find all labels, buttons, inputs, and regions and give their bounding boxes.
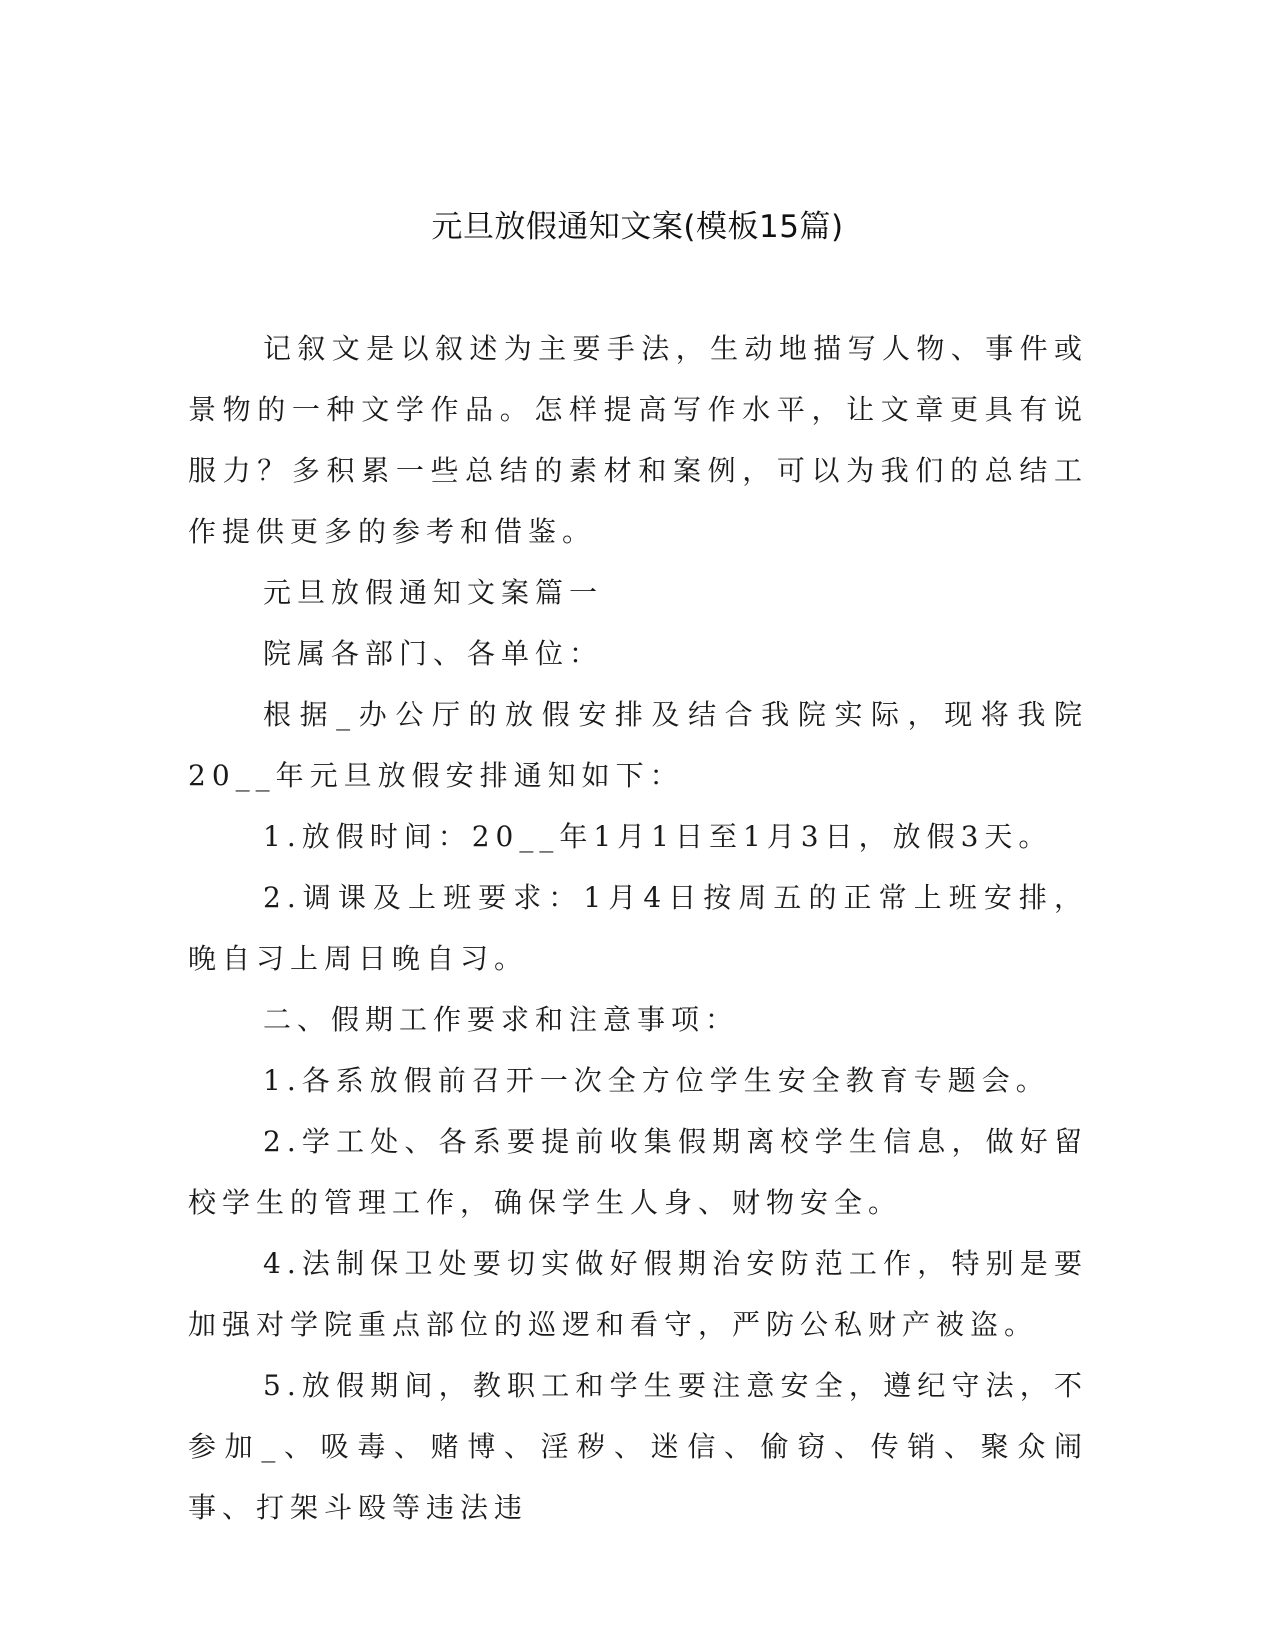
paragraph-section-heading: 元旦放假通知文案篇一 [263, 576, 604, 609]
paragraph-requirement-4: 4.法制保卫处要切实做好假期治安防范工作，特别是要加强对学院重点部位的巡逻和看守，严防公私财产被盗。 [188, 1247, 1088, 1341]
paragraph-salutation: 院属各部门、各单位： [263, 637, 604, 670]
document-body [188, 318, 1088, 1538]
paragraph-requirements-heading: 二、假期工作要求和注意事项： [263, 1003, 740, 1036]
document-title: 元旦放假通知文案(模板15篇) [431, 209, 844, 245]
paragraph-notice-intro: 根据_办公厅的放假安排及结合我院实际，现将我院20__年元旦放假安排通知如下： [188, 698, 1088, 792]
paragraph-intro: 记叙文是以叙述为主要手法，生动地描写人物、事件或景物的一种文学作品。怎样提高写作水平，让文章更具有说服力？多积累一些总结的素材和案例，可以为我们的总结工作提供更多的参考和借鉴。 [188, 332, 1088, 548]
paragraph-work-schedule: 2.调课及上班要求：1月4日按周五的正常上班安排，晚自习上周日晚自习。 [188, 881, 1088, 975]
paragraph-holiday-time: 1.放假时间：20__年1月1日至1月3日，放假3天。 [263, 820, 1053, 853]
paragraph-requirement-5: 5.放假期间，教职工和学生要注意安全，遵纪守法，不参加_、吸毒、赌博、淫秽、迷信、偷窃、传销、聚众闹事、打架斗殴等违法违 [188, 1369, 1088, 1524]
paragraph-requirement-2: 2.学工处、各系要提前收集假期离校学生信息，做好留校学生的管理工作，确保学生人身、财物安全。 [188, 1125, 1088, 1219]
paragraph-requirement-1: 1.各系放假前召开一次全方位学生安全教育专题会。 [263, 1064, 1050, 1097]
